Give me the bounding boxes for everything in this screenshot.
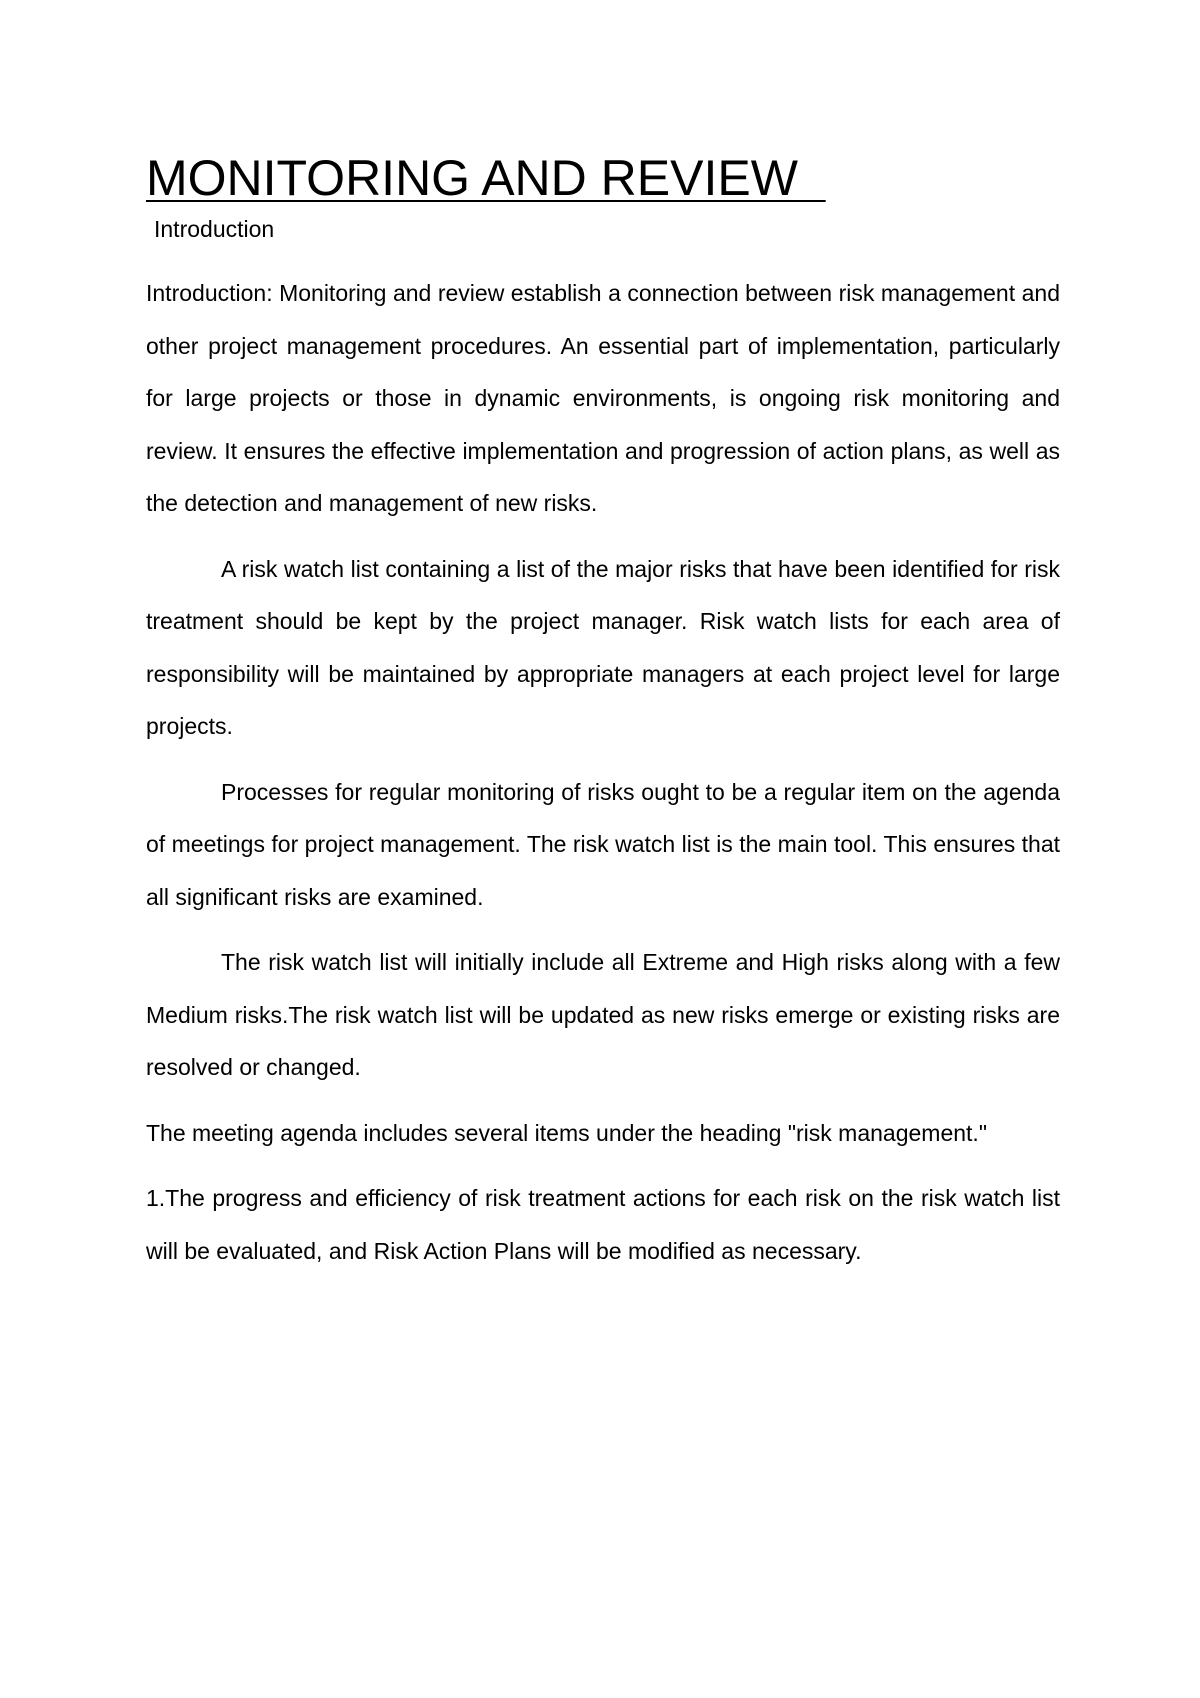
subheading: Introduction (154, 216, 275, 242)
paragraph-initial: The risk watch list will initially include all Extreme and High risks along with a few Medium risks.The risk watch list will be updated as new risks emerge or existing risks are resolved or changed. (146, 949, 1060, 1080)
paragraph-intro: Introduction: Monitoring and review establish a connection between risk management and other project management procedures. An essential part of implementation, particularly for large projects or those in dynamic environments, is ongoing risk monitoring and review. It ensures the effective implementation and progression of action plans, as well as the detection and management of new risks. (146, 280, 1060, 516)
paragraph-processes: Processes for regular monitoring of risks ought to be a regular item on the agenda of meetings for project management. The risk watch list is the main tool. This ensures that all significant risks are examined. (146, 778, 1060, 910)
paragraph-item-1: 1.The progress and efficiency of risk treatment actions for each risk on the risk watch list will be evaluated, and Risk Action Plans will be modified as necessary. (146, 1185, 1060, 1264)
paragraph-watchlist: A risk watch list containing a list of the major risks that have been identified for risk treatment should be kept by the project manager. Risk watch lists for each area of responsibility will be maintained by appropriate managers at each project level for large projects. (146, 555, 1060, 739)
paragraph-agenda: The meeting agenda includes several items under the heading "risk management." (146, 1119, 987, 1146)
page-title: MONITORING AND REVIEW (146, 150, 826, 206)
document-body (146, 148, 1060, 1277)
